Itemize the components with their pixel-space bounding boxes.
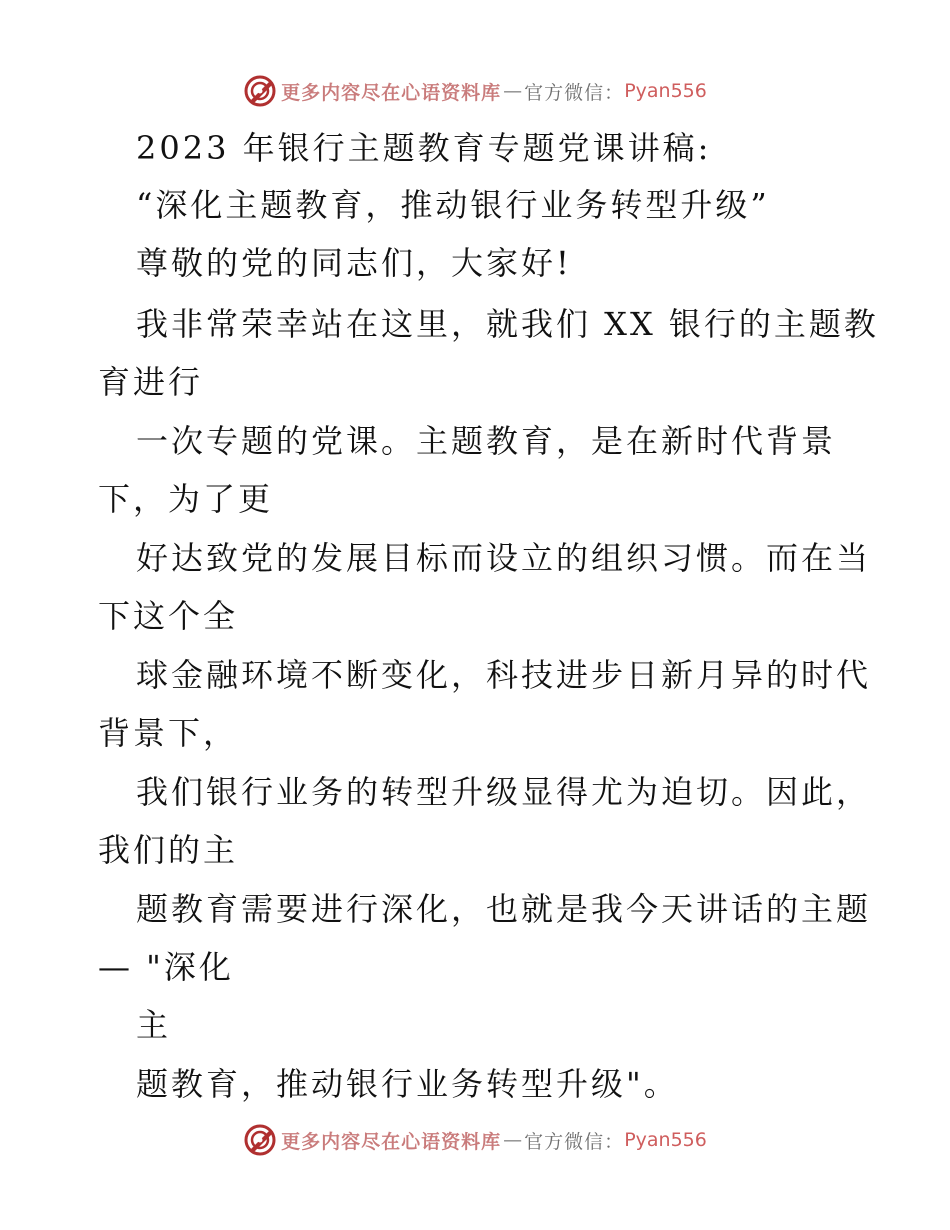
banner-wechat-id: Pyan556 <box>624 80 707 102</box>
banner-text: 更多内容尽在心语资料库 <box>281 81 502 104</box>
body-line: 球金融环境不断变化，科技进步日新月异的时代 <box>136 656 872 694</box>
body-line: 下这个全 <box>98 597 239 635</box>
document-subtitle: “深化主题教育，推动银行业务转型升级” <box>136 186 770 224</box>
body-line: — "深化 <box>98 948 234 986</box>
body-line: 育进行 <box>98 363 204 401</box>
body-line: 我非常荣幸站在这里，就我们 XX 银行的主题教 <box>136 305 879 343</box>
banner-text: 更多内容尽在心语资料库 <box>281 1130 502 1153</box>
body-line: 一次专题的党课。主题教育，是在新时代背景 <box>136 422 837 460</box>
body-line: 主 <box>136 1006 172 1044</box>
banner-wechat-label: 官方微信： <box>524 1130 625 1153</box>
body-line: 题教育需要进行深化，也就是我今天讲话的主题 <box>136 890 872 928</box>
header-watermark-banner <box>0 71 950 111</box>
body-line: 下，为了更 <box>98 480 274 518</box>
banner-separator: — <box>503 1129 523 1151</box>
banner-separator: — <box>503 80 523 102</box>
logo-icon <box>243 74 277 108</box>
body-line: 题教育，推动银行业务转型升级"。 <box>136 1065 679 1103</box>
banner-wechat-label: 官方微信： <box>524 81 625 104</box>
body-line: 背景下， <box>98 714 239 752</box>
body-line: 我们银行业务的转型升级显得尤为迫切。因此， <box>136 773 872 811</box>
logo-icon <box>243 1123 277 1157</box>
greeting-line: 尊敬的党的同志们，大家好! <box>136 244 572 282</box>
banner-wechat-id: Pyan556 <box>624 1129 707 1151</box>
body-line: 我们的主 <box>98 831 239 869</box>
document-title: 2023 年银行主题教育专题党课讲稿: <box>136 129 712 167</box>
footer-watermark-banner <box>0 1120 950 1160</box>
body-line: 好达致党的发展目标而设立的组织习惯。而在当 <box>136 539 872 577</box>
